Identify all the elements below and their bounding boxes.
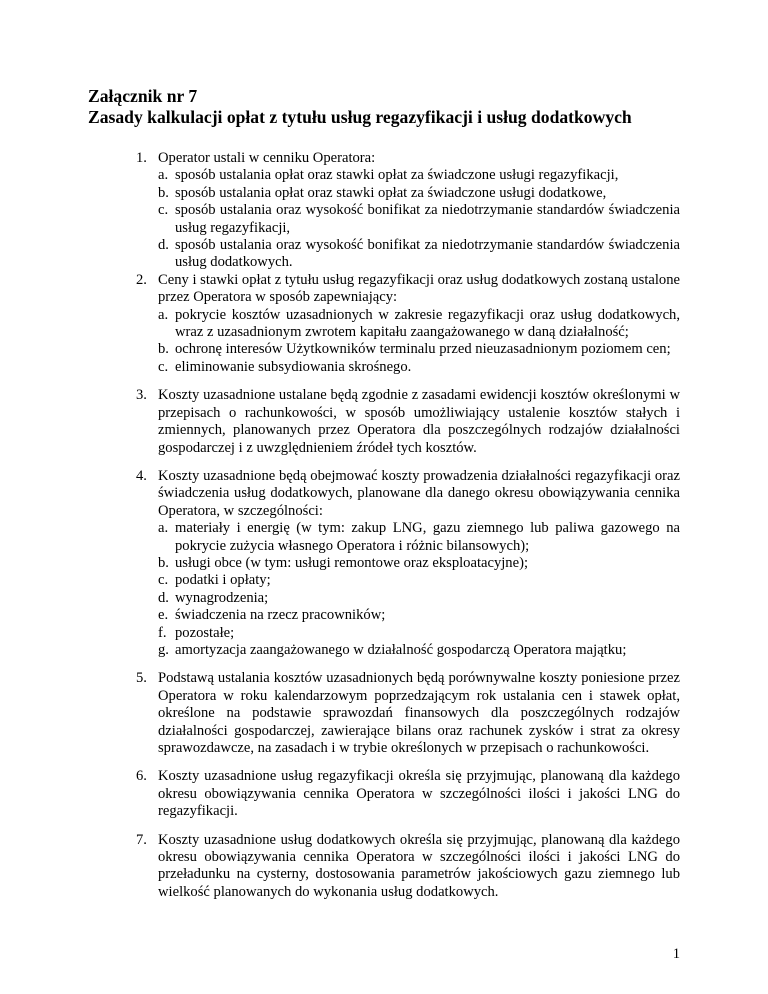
sub-item-text: wynagrodzenia;	[175, 589, 269, 606]
sub-item	[158, 167, 680, 184]
sub-item	[158, 520, 680, 555]
sub-item-text: eliminowanie subsydiowania skrośnego.	[175, 358, 412, 375]
sub-item-letter: c.	[158, 202, 169, 219]
sub-item-text: podatki i opłaty;	[175, 572, 271, 589]
sub-item	[158, 307, 680, 342]
sub-item	[158, 341, 680, 358]
list-item	[88, 468, 680, 659]
sub-item	[158, 202, 680, 237]
sub-item-letter: a.	[158, 520, 169, 537]
sub-item-letter: b.	[158, 184, 169, 201]
list-item-number: 7.	[136, 831, 147, 848]
list-item-number: 2.	[136, 271, 147, 288]
list-item	[88, 768, 680, 820]
sub-item-text: amortyzacja zaangażowanego w działalność gospodarczą Operatora majątku;	[175, 641, 627, 658]
sub-item-text: pokrycie kosztów uzasadnionych w zakresie regazyfikacji oraz usług dodatkowych, wraz z uzasadnionym zwrotem kapitału zaangażowanego w daną działalność;	[175, 306, 680, 341]
sub-item-text: sposób ustalania opłat oraz stawki opłat za świadczone usługi regazyfikacji,	[175, 167, 619, 184]
sub-item-letter: c.	[158, 572, 169, 589]
sub-item-letter: g.	[158, 641, 169, 658]
numbered-list	[88, 150, 680, 901]
list-item-text: Koszty uzasadnione będą obejmować koszty prowadzenia działalności regazyfikacji oraz świadczenia usług dodatkowych, planowane dla danego okresu obowiązywania cennika Operatora, w szczególności:	[158, 467, 680, 519]
sub-item	[158, 625, 680, 642]
list-item-number: 6.	[136, 768, 147, 785]
list-item	[88, 387, 680, 457]
list-item-text: Koszty uzasadnione usług regazyfikacji określa się przyjmując, planowaną dla każdego okresu obowiązywania cennika Operatora w szczególności ilości i jakości LNG do regazyfikacji.	[158, 768, 680, 820]
list-item-text: Operator ustali w cenniku Operatora:	[158, 150, 376, 166]
sub-item-letter: a.	[158, 167, 169, 184]
sub-item-text: świadczenia na rzecz pracowników;	[175, 607, 386, 624]
annex-number: Załącznik nr 7	[88, 86, 198, 106]
sub-item-text: sposób ustalania oraz wysokość bonifikat za niedotrzymanie standardów świadczenia usług regazyfikacji,	[175, 202, 680, 236]
sub-item-text: ochronę interesów Użytkowników terminalu przed nieuzasadnionym poziomem cen;	[175, 341, 671, 358]
list-item-text: Koszty uzasadnione usług dodatkowych określa się przyjmując, planowaną dla każdego okresu obowiązywania cennika Operatora w szczególności ilości i jakości LNG do przeładunku na cysterny, dostosowania parametrów jakościowych gazu ziemnego lub wielkość planowanych do wykonania usług dodatkowych.	[158, 831, 680, 900]
list-item-text: Koszty uzasadnione ustalane będą zgodnie z zasadami ewidencji kosztów określonymi w przepisach o rachunkowości, w sposób umożliwiający ustalenie kosztów stałych i zmiennych, planowanych przez Operatora dla poszczególnych rodzajów działalności gospodarczej i z uwzględnieniem źródeł tych kosztów.	[158, 387, 680, 456]
sub-item-letter: b.	[158, 554, 169, 571]
sub-item-letter: d.	[158, 237, 169, 254]
list-item	[88, 272, 680, 376]
document-title: Zasady kalkulacji opłat z tytułu usług regazyfikacji i usług dodatkowych	[88, 107, 632, 127]
sub-item-letter: e.	[158, 607, 169, 624]
sub-item-letter: c.	[158, 358, 169, 375]
list-item	[88, 670, 680, 757]
list-item	[88, 150, 680, 272]
list-item-number: 4.	[136, 467, 147, 484]
sub-item	[158, 590, 680, 607]
sub-item-text: materiały i energię (w tym: zakup LNG, gazu ziemnego lub paliwa gazowego na pokrycie zużycia własnego Operatora i różnic bilansowych);	[175, 520, 680, 554]
list-item-number: 5.	[136, 670, 147, 687]
sub-item-text: sposób ustalania oraz wysokość bonifikat za niedotrzymanie standardów świadczenia usług dodatkowych.	[175, 237, 680, 271]
sub-item	[158, 185, 680, 202]
sub-item	[158, 359, 680, 376]
sub-item	[158, 237, 680, 272]
list-item-text: Ceny i stawki opłat z tytułu usług regazyfikacji oraz usług dodatkowych zostaną ustalone przez Operatora w sposób zapewniający:	[158, 271, 680, 306]
sub-item-letter: d.	[158, 589, 169, 606]
sub-item	[158, 555, 680, 572]
list-item	[88, 832, 680, 902]
list-item-text: Podstawą ustalania kosztów uzasadnionych będą porównywalne koszty poniesione przez Operatora w roku kalendarzowym poprzedzającym rok ustalania cen i stawek opłat, określone na podstawie sprawozdań finansowych dla poszczególnych rodzajów działalności gospodarczej, zawierające bilans oraz rachunek zysków i strat za okresy sprawozdawcze, na zasadach i w trybie określonych w przepisach o rachunkowości.	[158, 670, 680, 756]
sub-item-letter: f.	[158, 624, 167, 641]
sub-item-text: sposób ustalania opłat oraz stawki opłat za świadczone usługi dodatkowe,	[175, 184, 607, 201]
sub-item-text: pozostałe;	[175, 624, 235, 641]
document-heading	[88, 86, 728, 128]
list-item-number: 3.	[136, 387, 147, 404]
sub-item	[158, 572, 680, 589]
sub-item-letter: a.	[158, 306, 169, 323]
sub-item-letter: b.	[158, 341, 169, 358]
sub-item-text: usługi obce (w tym: usługi remontowe oraz eksploatacyjne);	[175, 554, 528, 571]
list-item-number: 1.	[136, 150, 147, 166]
sub-item	[158, 642, 680, 659]
sub-item	[158, 607, 680, 624]
page-number: 1	[672, 946, 680, 962]
